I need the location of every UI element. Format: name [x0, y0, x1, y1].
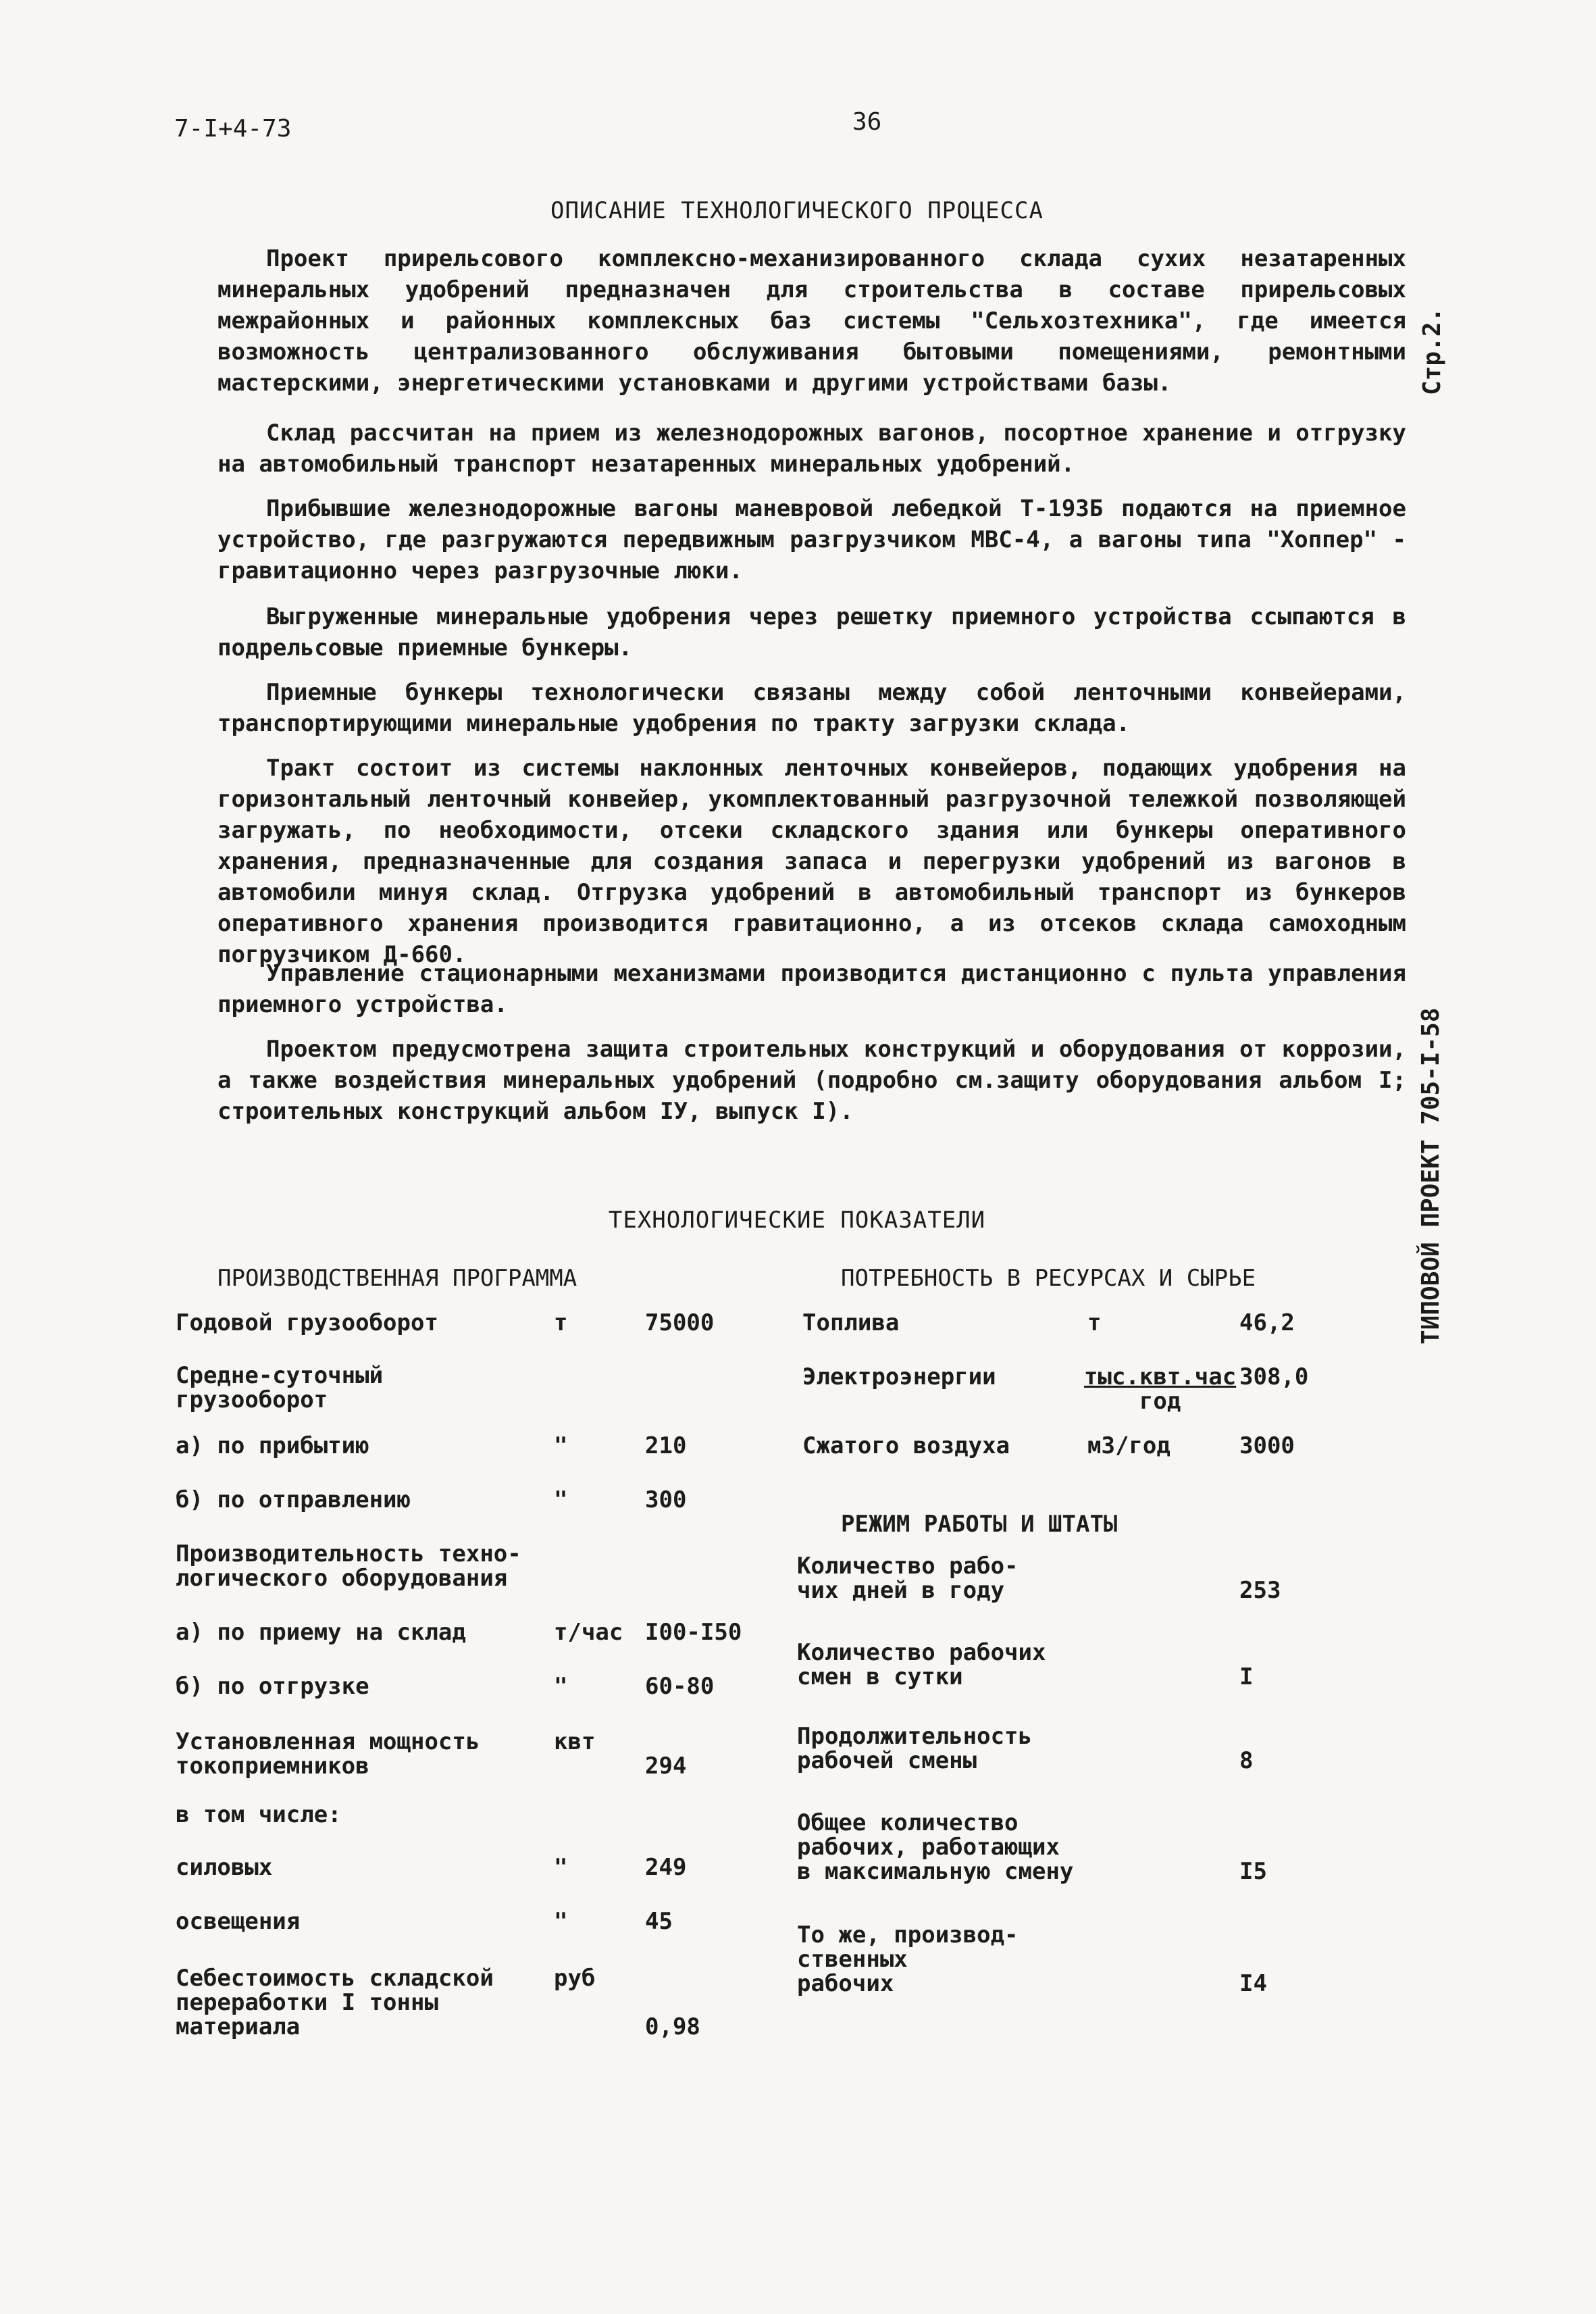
resource-row-value: 308,0: [1239, 1363, 1309, 1390]
program-row-label: силовых: [176, 1854, 273, 1881]
resource-row-value: 3000: [1239, 1432, 1295, 1459]
document-code: 7-I+4-73: [174, 115, 292, 143]
program-row-value: I00-I50: [645, 1619, 742, 1646]
resource-row-label: Топлива: [802, 1309, 900, 1336]
staff-row-value: 253: [1239, 1577, 1281, 1604]
paragraph-4: Выгруженные минеральные удобрения через решетку приемного устройства ссыпаются в подрельсовые приемные бункеры.: [217, 603, 1406, 661]
program-row-unit: ": [554, 1908, 568, 1935]
paragraph-2: Склад рассчитан на прием из железнодорожных вагонов, посортное хранение и отгрузку на автомобильный транспорт незатаренных минеральных удобрений.: [217, 420, 1406, 478]
paragraph-7: Управление стационарными механизмами производится дистанционно с пульта управления приемного устройства.: [217, 960, 1406, 1018]
program-row-label: а) по приему на склад: [176, 1619, 466, 1646]
resource-row-unit: [1084, 1365, 1236, 1413]
program-row-value: 60-80: [645, 1673, 715, 1700]
program-row-label: Годовой грузооборот: [176, 1309, 438, 1336]
resource-unit-numerator: тыс.квт.час: [1084, 1363, 1237, 1390]
staff-row-value: I4: [1239, 1970, 1267, 1997]
resource-row-label: Электроэнергии: [802, 1363, 996, 1390]
program-row-unit: т: [554, 1309, 568, 1336]
program-row-value: 0,98: [645, 2013, 700, 2040]
resource-unit-denominator: год: [1139, 1388, 1181, 1415]
paragraph-1: Проект прирельсового комплексно-механизированного склада сухих незатаренных минеральных удобрений предназначен для строительства в составе прирельсовых межрайонных и районных комплексных баз системы "Сельхозтехника", где имеется возможность централизованного обслуживания бытовыми помещениями, ремонтными мастерскими, энергетическими установками и другими устройствами базы.: [217, 245, 1406, 397]
program-heading: ПРОИЗВОДСТВЕННАЯ ПРОГРАММА: [217, 1265, 577, 1292]
program-row-label: Средне-суточный грузооборот: [176, 1362, 384, 1413]
program-row-label: Себестоимость складской переработки I тонны материала: [176, 1965, 494, 2040]
staff-row-value: 8: [1239, 1747, 1254, 1774]
resource-row-unit: [1087, 1311, 1101, 1335]
program-row-label: а) по прибытию: [176, 1432, 369, 1459]
program-row-label: Производительность техно- логического оборудования: [176, 1540, 521, 1592]
program-row-value: 249: [645, 1854, 687, 1881]
description-title: ОПИСАНИЕ ТЕХНОЛОГИЧЕСКОГО ПРОЦЕССА: [550, 197, 1044, 224]
program-row-value: 45: [645, 1908, 673, 1935]
program-row-value: 75000: [645, 1309, 715, 1336]
resource-unit-numerator: м3/год: [1087, 1432, 1170, 1459]
staff-row-label: Общее количество рабочих, работающих в максимальную смену: [797, 1809, 1074, 1885]
program-row-value: 210: [645, 1432, 687, 1459]
program-row-unit: ": [554, 1854, 568, 1881]
paragraph-8: Проектом предусмотрена защита строительных конструкций и оборудования от коррозии, а также воздействия минеральных удобрений (подробно см.защиту оборудования альбом I; строительных конструкций альбом IУ, выпуск I).: [217, 1036, 1406, 1125]
program-row-unit: ": [554, 1673, 568, 1700]
resource-row-label: Сжатого воздуха: [802, 1432, 1010, 1459]
staff-row-label: Количество рабо- чих дней в году: [797, 1553, 1019, 1604]
program-row-value: 300: [645, 1486, 687, 1513]
program-row-label: в том числе:: [176, 1801, 342, 1828]
program-row-unit: ": [554, 1486, 568, 1513]
program-row-value: 294: [645, 1753, 687, 1780]
staff-row-label: То же, производ- ственных рабочих: [797, 1921, 1019, 1997]
program-row-label: Установленная мощность токоприемников: [176, 1728, 480, 1780]
page-number: 36: [852, 108, 882, 136]
staff-row-value: I5: [1239, 1858, 1267, 1885]
program-row-unit: т/час: [554, 1619, 623, 1646]
program-row-unit: ": [554, 1432, 568, 1459]
paragraph-5: Приемные бункеры технологически связаны между собой ленточными конвейерами, транспортирующими минеральные удобрения по тракту загрузки склада.: [217, 679, 1406, 737]
resource-unit-numerator: т: [1087, 1309, 1102, 1336]
paragraph-6: Тракт состоит из системы наклонных ленточных конвейеров, подающих удобрения на горизонтальный ленточный конвейер, укомплектованный разгрузочной тележкой позволяющей загружать, по необходимости, отсеки складского здания или бункеры оперативного хранения, предназначенные для создания запаса и перегрузки удобрений из вагонов в автомобили минуя склад. Отгрузка удобрений в автомобильный транспорт из бункеров оперативного хранения производится гравитационно, а из отсеков склада самоходным погрузчиком Д-660.: [217, 755, 1406, 968]
staff-row-label: Продолжительность рабочей смены: [797, 1723, 1032, 1774]
resource-row-unit: [1087, 1434, 1170, 1458]
resource-row-value: 46,2: [1239, 1309, 1295, 1336]
resources-heading: ПОТРЕБНОСТЬ В РЕСУРСАХ И СЫРЬЕ: [841, 1265, 1256, 1292]
side-page-label: Стр.2.: [1418, 307, 1446, 395]
program-row-unit: руб: [554, 1965, 596, 1992]
staff-row-label: Количество рабочих смен в сутки: [797, 1639, 1046, 1690]
program-row-label: б) по отправлению: [176, 1486, 411, 1513]
program-row-unit: квт: [554, 1728, 596, 1755]
staff-heading: РЕЖИМ РАБОТЫ И ШТАТЫ: [841, 1511, 1118, 1538]
paragraph-3: Прибывшие железнодорожные вагоны маневровой лебедкой Т-193Б подаются на приемное устройство, где разгружаются передвижным разгрузчиком МВС-4, а вагоны типа "Хоппер" - гравитационно через разгрузочные люки.: [217, 495, 1406, 584]
staff-row-value: I: [1239, 1663, 1254, 1690]
program-row-label: освещения: [176, 1908, 301, 1935]
side-project-label: ТИПОВОЙ ПРОЕКТ 705-I-58: [1417, 1007, 1445, 1344]
indicators-title: ТЕХНОЛОГИЧЕСКИЕ ПОКАЗАТЕЛИ: [608, 1207, 986, 1234]
program-row-label: б) по отгрузке: [176, 1673, 369, 1700]
